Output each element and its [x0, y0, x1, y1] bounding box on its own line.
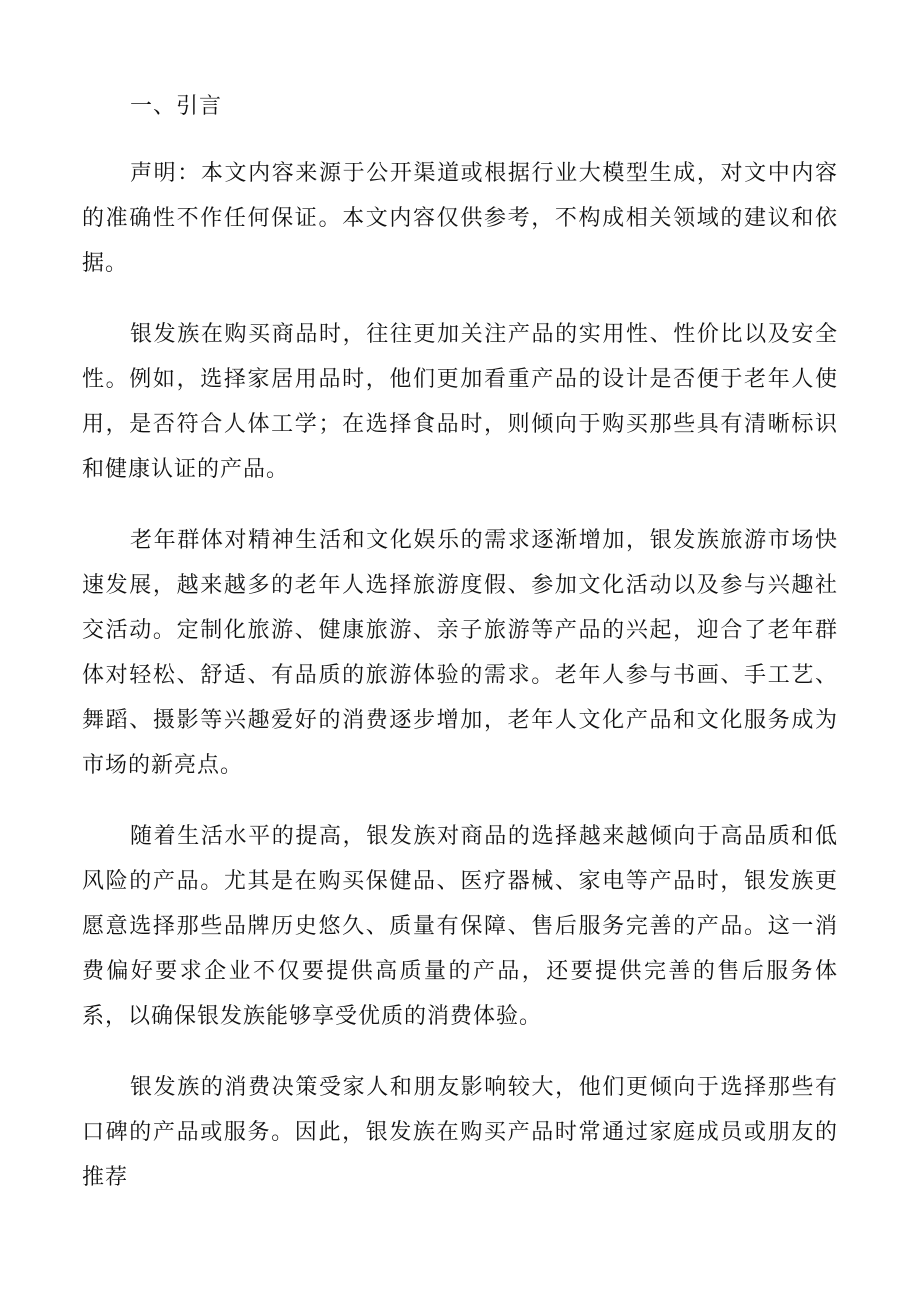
paragraph-word-of-mouth: 银发族的消费决策受家人和朋友影响较大，他们更倾向于选择那些有口碑的产品或服务。因此，银发族在购买产品时常通过家庭成员或朋友的推荐	[82, 1075, 838, 1190]
section-heading: 一、引言	[130, 94, 223, 119]
paragraph-culture-travel: 老年群体对精神生活和文化娱乐的需求逐渐增加，银发族旅游市场快速发展，越来越多的老年人选择旅游度假、参加文化活动以及参与兴趣社交活动。定制化旅游、健康旅游、亲子旅游等产品的兴起，迎合了老年群体对轻松、舒适、有品质的旅游体验的需求。老年人参与书画、手工艺、舞蹈、摄影等兴趣爱好的消费逐步增加，老年人文化产品和文化服务成为市场的新亮点。	[82, 528, 838, 778]
paragraph-quality-preference: 随着生活水平的提高，银发族对商品的选择越来越倾向于高品质和低风险的产品。尤其是在购买保健品、医疗器械、家电等产品时，银发族更愿意选择那些品牌历史悠久、质量有保障、售后服务完善的产品。这一消费偏好要求企业不仅要提供高质量的产品，还要提供完善的售后服务体系，以确保银发族能够享受优质的消费体验。	[82, 824, 838, 1029]
paragraph-disclaimer: 声明：本文内容来源于公开渠道或根据行业大模型生成，对文中内容的准确性不作任何保证。本文内容仅供参考，不构成相关领域的建议和依据。	[82, 161, 838, 276]
paragraph-product-focus: 银发族在购买商品时，往往更加关注产品的实用性、性价比以及安全性。例如，选择家居用品时，他们更加看重产品的设计是否便于老年人使用，是否符合人体工学；在选择食品时，则倾向于购买那些具有清晰标识和健康认证的产品。	[82, 322, 838, 482]
document-body	[82, 84, 838, 1226]
